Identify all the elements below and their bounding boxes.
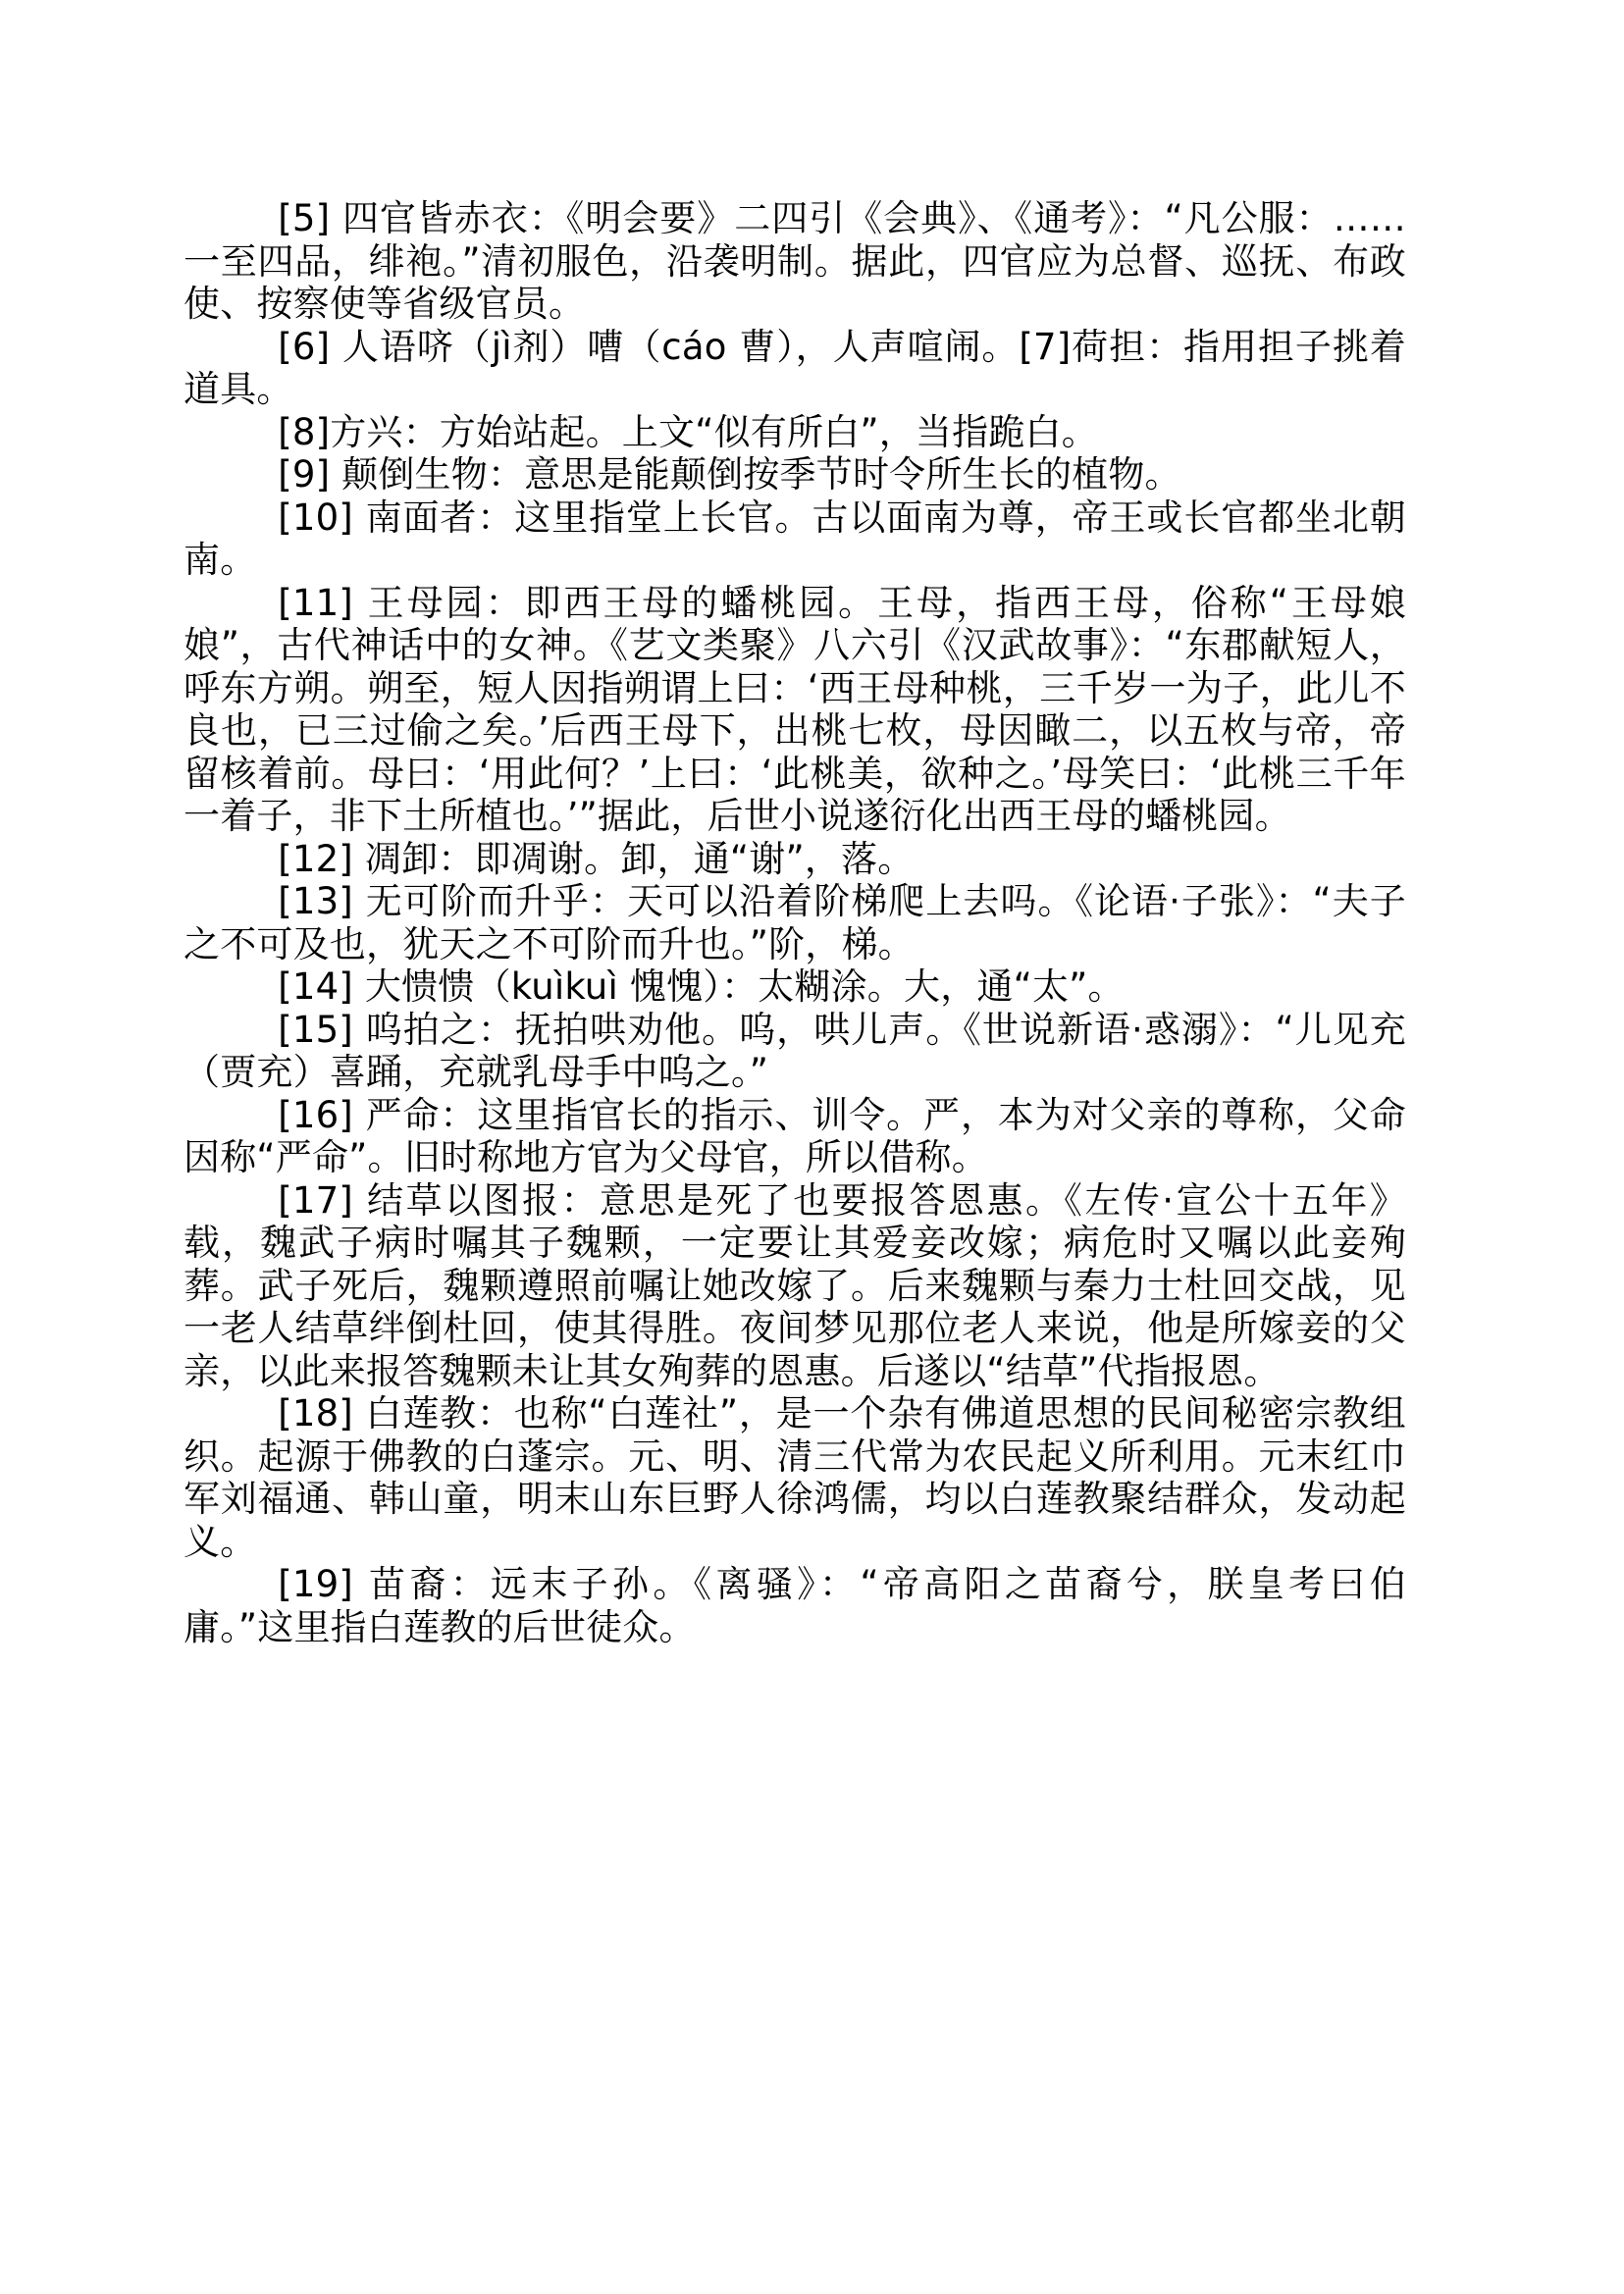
annotation-paragraph-18: [18] 白莲教：也称“白莲社”，是一个杂有佛道思想的民间秘密宗教组织。起源于佛教的白蓬宗。元、明、清三代常为农民起义所利用。元末红巾军刘福通、韩山童，明末山东巨野人徐鸿儒，均以白莲教聚结群众，发动起义。 [183,1392,1406,1563]
annotation-paragraph-8: [8]方兴：方始站起。上文“似有所白”，当指跪白。 [278,410,1098,453]
annotation-paragraph-15: [15] 呜拍之：抚拍哄劝他。呜，哄儿声。《世说新语·惑溺》：“儿见充（贾充）喜踊，充就乳母手中呜之。” [183,1008,1406,1093]
annotation-paragraph-13: [13] 无可阶而升乎：天可以沿着阶梯爬上去吗。《论语·子张》：“夫子之不可及也，犹天之不可阶而升也。”阶，梯。 [183,880,1406,965]
document-page [183,197,1406,1648]
annotation-paragraph-6-7: [6] 人语哜（jì剂）嘈（cáo 曹），人声喧闹。[7]荷担：指用担子挑着道具。 [183,325,1406,410]
annotation-paragraph-10: [10] 南面者：这里指堂上长官。古以面南为尊，帝王或长官都坐北朝南。 [183,495,1406,581]
annotation-paragraph-5: [5] 四官皆赤衣：《明会要》二四引《会典》、《通考》：“凡公服：……一至四品，绯袍。”清初服色，沿袭明制。据此，四官应为总督、巡抚、布政使、按察使等省级官员。 [183,197,1406,325]
annotation-paragraph-12: [12] 凋卸：即凋谢。卸，通“谢”，落。 [278,837,915,880]
annotation-paragraph-16: [16] 严命：这里指官长的指示、训令。严，本为对父亲的尊称，父命因称“严命”。旧时称地方官为父母官，所以借称。 [183,1093,1406,1178]
annotation-paragraph-19: [19] 苗裔：远末子孙。《离骚》：“帝高阳之苗裔兮，朕皇考曰伯庸。”这里指白莲教的后世徒众。 [183,1563,1406,1648]
annotation-paragraph-14: [14] 大愦愦（kuìkuì 愧愧）：太糊涂。大，通“太”。 [278,965,1125,1008]
annotation-paragraph-9: [9] 颠倒生物：意思是能颠倒按季节时令所生长的植物。 [278,453,1181,495]
annotation-paragraph-17: [17] 结草以图报：意思是死了也要报答恩惠。《左传·宣公十五年》载，魏武子病时嘱其子魏颗，一定要让其爱妾改嫁；病危时又嘱以此妾殉葬。武子死后，魏颗遵照前嘱让她改嫁了。后来魏颗与秦力士杜回交战，见一老人结草绊倒杜回，使其得胜。夜间梦见那位老人来说，他是所嫁妾的父亲，以此来报答魏颗未让其女殉葬的恩惠。后遂以“结草”代指报恩。 [183,1178,1406,1392]
annotation-paragraph-11: [11] 王母园：即西王母的蟠桃园。王母，指西王母，俗称“王母娘娘”，古代神话中的女神。《艺文类聚》八六引《汉武故事》：“东郡献短人，呼东方朔。朔至，短人因指朔谓上曰：‘西王母种桃，三千岁一为子，此儿不良也，已三过偷之矣。’后西王母下，出桃七枚，母因瞰二，以五枚与帝，帝留核着前。母曰：‘用此何？’上曰：‘此桃美，欲种之。’母笑曰：‘此桃三千年一着子，非下土所植也。’”据此，后世小说遂衍化出西王母的蟠桃园。 [183,581,1406,837]
